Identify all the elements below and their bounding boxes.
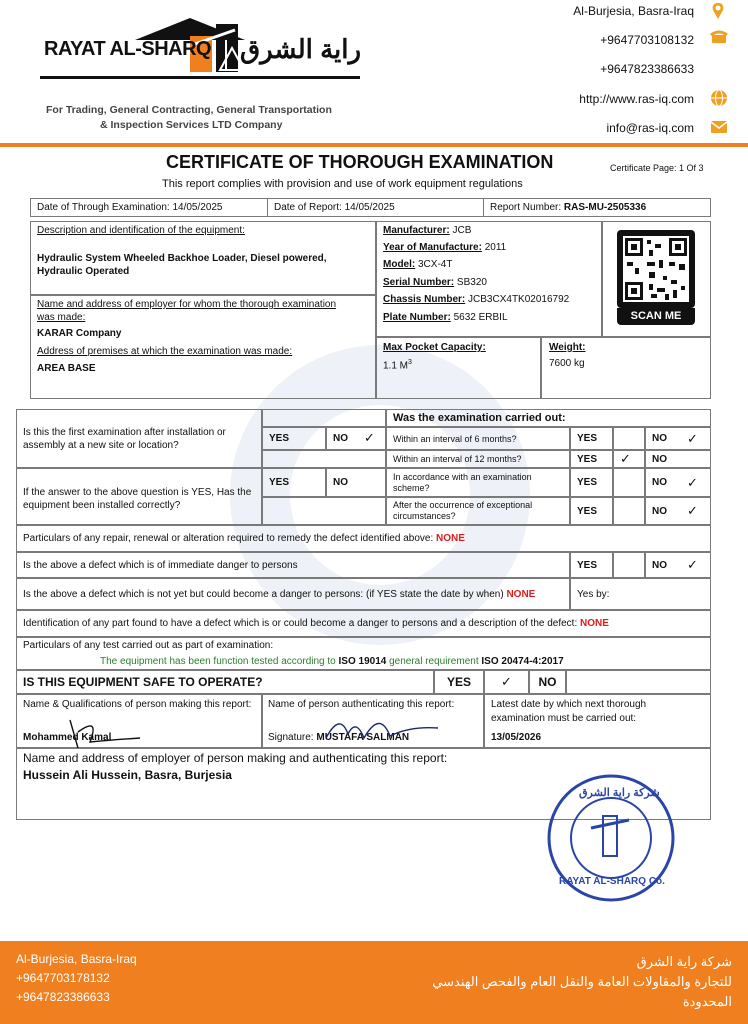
carried-6-check: ✓	[687, 431, 698, 446]
safe-no-box	[566, 670, 711, 694]
test-label: Particulars of any test carried out as part of examination:	[23, 640, 274, 651]
report-date: Date of Report: 14/05/2025	[267, 198, 484, 217]
maker-name: Mohammed Kamal	[23, 732, 112, 743]
identification-value: NONE	[580, 618, 609, 629]
carried-scheme: In accordance with an examination scheme?	[386, 468, 570, 497]
plate-row: Plate Number: 5632 ERBIL	[383, 312, 508, 323]
q1-no-check: ✓	[364, 430, 375, 445]
carried-exceptional-check: ✓	[687, 503, 698, 518]
pocket-label: Max Pocket Capacity:	[383, 342, 486, 353]
q1-no: NO	[326, 427, 386, 450]
equipment-desc-label: Description and identification of the equipment:	[37, 225, 245, 236]
q1-text: Is this the first examination after installation or assembly at a new site or location?	[23, 427, 226, 451]
footer-address: Al-Burjesia, Basra-Iraq	[16, 952, 137, 966]
employer-sign-label: Name and address of employer of person making and authenticating this report:	[23, 751, 448, 765]
carried-exceptional: After the occurrence of exceptional circumstances?	[386, 497, 570, 525]
phone-icon	[710, 30, 728, 44]
q2-no: NO	[326, 468, 386, 497]
contact-email: info@ras-iq.com	[606, 121, 694, 135]
footer-phone-2: +9647823386633	[16, 990, 110, 1004]
safe-no: NO	[529, 670, 566, 694]
carried-6-months: Within an interval of 6 months?	[386, 427, 570, 450]
maker-label: Name & Qualifications of person making this report:	[23, 699, 252, 710]
carried-scheme-yes: YES	[570, 468, 613, 497]
danger-future-row: Is the above a defect which is not yet but could become a danger to persons: (if YES state the date by when) NONE	[16, 578, 570, 610]
q1-bottom-strip	[262, 450, 386, 468]
carried-6-no: NO	[645, 427, 711, 450]
danger-now-check: ✓	[687, 557, 698, 572]
carried-exceptional-no: NO	[645, 497, 711, 525]
safe-yes: YES	[434, 670, 484, 694]
premises-label: Address of premises at which the examination was made:	[37, 346, 293, 357]
weight-value: 7600 kg	[549, 358, 585, 369]
model-row: Model: 3CX-4T	[383, 259, 453, 270]
certificate-title: CERTIFICATE OF THOROUGH EXAMINATION	[166, 152, 554, 172]
manufacturer-row: Manufacturer: JCB	[383, 225, 472, 236]
footer-arabic-3: المحدودة	[682, 994, 732, 1009]
globe-icon	[710, 89, 728, 107]
danger-future-value: NONE	[506, 588, 536, 600]
header-divider	[0, 143, 748, 147]
test-details: The equipment has been function tested according to ISO 19014 general requirement ISO 20474-4:2017	[100, 656, 564, 667]
premises-value: AREA BASE	[37, 363, 96, 374]
q2-yes: YES	[262, 468, 326, 497]
contact-website: http://www.ras-iq.com	[579, 92, 694, 106]
auth-signature	[320, 708, 440, 752]
stamp-arabic: شركة راية الشرق	[579, 787, 660, 799]
pocket-value: 1.1 $M^3$	[383, 359, 412, 372]
next-label: Latest date by which next thorough examination must be carried out:	[491, 699, 647, 724]
company-name-en: RAYAT AL-SHARQ	[44, 38, 212, 60]
danger-now-text: Is the above a defect which is of immediate danger to persons	[16, 552, 570, 578]
carried-scheme-no: NO	[645, 468, 711, 497]
carried-scheme-yes-box	[613, 468, 645, 497]
auth-signature-row: Signature: MUSTAFA SALMAN	[268, 732, 410, 743]
report-number-label: Report Number:	[490, 202, 562, 213]
carried-12-yes: YES	[570, 450, 613, 468]
scan-me-label: SCAN ME	[617, 308, 695, 325]
weight-label: Weight:	[549, 342, 586, 353]
equipment-desc: Hydraulic System Wheeled Backhoe Loader, Diesel powered, Hydraulic Operated	[37, 253, 327, 277]
contact-address: Al-Burjesia, Basra-Iraq	[573, 4, 694, 18]
footer-arabic-2: للتجارة والمقاولات العامة والنقل العام والفحص الهندسي	[432, 974, 732, 989]
mail-icon	[710, 120, 728, 134]
danger-now-yes: YES	[570, 552, 613, 578]
exam-date: Date of Through Examination: 14/05/2025	[30, 198, 268, 217]
chassis-row: Chassis Number: JCB3CX4TK02016792	[383, 294, 570, 305]
q1-yes: YES	[262, 427, 326, 450]
next-date: 13/05/2026	[491, 732, 542, 743]
danger-now-yes-box	[613, 552, 645, 578]
carried-12-months: Within an interval of 12 months?	[386, 450, 570, 468]
safe-yes-check: ✓	[484, 670, 529, 694]
serial-row: Serial Number: SB320	[383, 277, 487, 288]
contact-phone-1: +9647703108132	[600, 33, 694, 47]
carried-scheme-check: ✓	[687, 475, 698, 490]
company-stamp	[545, 772, 677, 904]
employer-sign-value: Hussein Ali Hussein, Basra, Burjesia	[23, 768, 232, 782]
tagline-line-1: For Trading, General Contracting, General Transportation	[46, 104, 332, 116]
carried-exceptional-yes: YES	[570, 497, 613, 525]
qr-icon	[623, 236, 689, 302]
q2-lower-strip	[262, 497, 386, 525]
footer-arabic-1: شركة راية الشرق	[636, 954, 732, 969]
repair-value: NONE	[436, 533, 465, 544]
certificate-page: Certificate Page: 1 Of 3	[610, 163, 704, 173]
safe-question: IS THIS EQUIPMENT SAFE TO OPERATE?	[16, 670, 434, 694]
tagline-line-2: & Inspection Services LTD Company	[100, 119, 283, 131]
danger-now-no: NO	[645, 552, 711, 578]
employer-label: Name and address of employer for whom the thorough examination was made:	[37, 299, 337, 323]
location-pin-icon	[710, 2, 726, 20]
report-number: RAS-MU-2505336	[563, 202, 647, 213]
identification-row: Identification of any part found to have a defect which is or could become a danger to persons and a description of the defect: NONE	[16, 610, 711, 637]
carried-6-yes-box	[613, 427, 645, 450]
year-row: Year of Manufacture: 2011	[383, 242, 507, 253]
report-number-cell	[483, 198, 711, 217]
maker-signature	[60, 712, 150, 752]
contact-phone-2: +9647823386633	[600, 62, 694, 76]
carried-12-check: ✓	[620, 451, 631, 466]
company-name-ar: راية الشرق	[240, 34, 362, 64]
employer-name: KARAR Company	[37, 328, 122, 339]
q1-top-strip	[262, 409, 386, 427]
carried-6-yes: YES	[570, 427, 613, 450]
qr-code[interactable]	[617, 230, 695, 308]
yes-by-label: Yes by:	[570, 578, 711, 610]
certificate-subtitle: This report complies with provision and use of work equipment regulations	[162, 178, 523, 190]
footer-phone-1: +9647703178132	[16, 971, 110, 985]
q2-text: If the answer to the above question is YES, Has the equipment been installed correctly?	[23, 487, 252, 511]
repair-row: Particulars of any repair, renewal or alteration required to remedy the defect identified above: NONE	[16, 525, 711, 552]
carried-exceptional-yes-box	[613, 497, 645, 525]
stamp-english: RAYAT AL-SHARQ Co.	[559, 876, 665, 887]
carried-title: Was the examination carried out:	[386, 409, 711, 427]
carried-12-no: NO	[645, 450, 711, 468]
auth-label: Name of person authenticating this report:	[268, 699, 455, 710]
